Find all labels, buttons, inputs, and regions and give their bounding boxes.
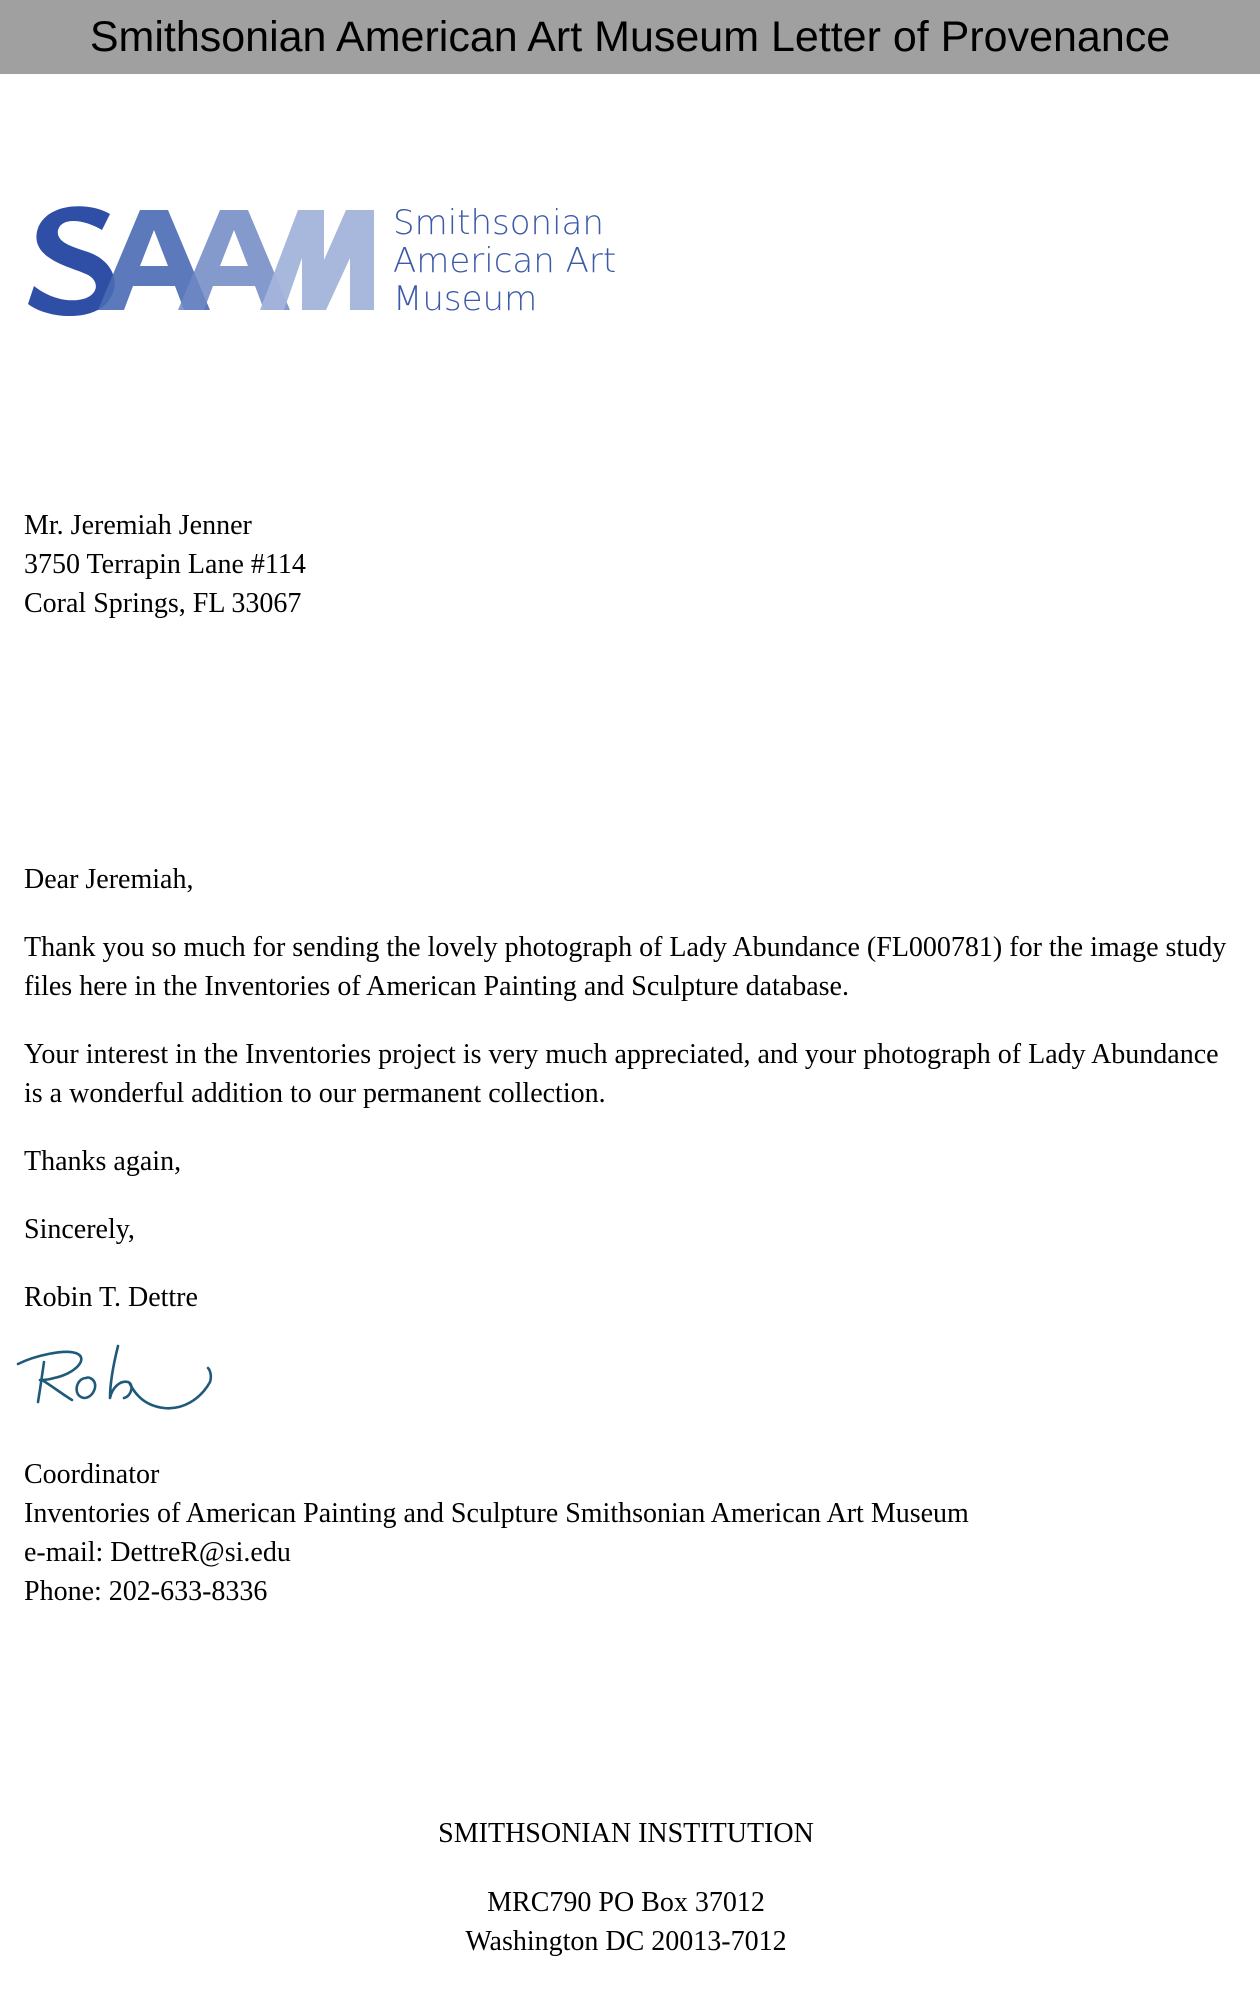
recipient-name: Mr. Jeremiah Jenner xyxy=(24,510,252,541)
logo-letter-m xyxy=(260,210,374,310)
signer-email[interactable]: e-mail: DettreR@si.edu xyxy=(24,1537,291,1568)
page-title-bar xyxy=(0,0,1260,74)
thanks-line: Thanks again, xyxy=(24,1146,182,1177)
logo-letter-s xyxy=(28,206,115,316)
closing-line: Sincerely, xyxy=(24,1214,135,1245)
logo-line: Museum xyxy=(393,279,538,319)
signer-details xyxy=(24,1455,969,1611)
logo-line: Smithsonian xyxy=(393,203,604,243)
paragraph-1: Thank you so much for sending the lovely photograph of Lady Abundance (FL000781) for the image study files here in the Inventories of American Painting and Sculpture database. xyxy=(24,932,1227,1002)
letter-body xyxy=(24,860,1244,1346)
signer-phone: Phone: 202-633-8336 xyxy=(24,1576,268,1607)
footer-institution: SMITHSONIAN INSTITUTION xyxy=(438,1818,814,1849)
signer-department: Inventories of American Painting and Sculpture Smithsonian American Art Museum xyxy=(24,1498,969,1529)
letter-footer xyxy=(0,1814,1252,1961)
paragraph-2: Your interest in the Inventories project is very much appreciated, and your photograph of Lady Abundance is a wonderful addition to our permanent collection. xyxy=(24,1039,1219,1109)
salutation: Dear Jeremiah, xyxy=(24,864,194,895)
handwritten-signature-icon xyxy=(14,1340,234,1420)
recipient-street: 3750 Terrapin Lane #114 xyxy=(24,549,306,580)
page-title: Smithsonian American Art Museum Letter of Provenance xyxy=(89,12,1171,61)
recipient-city: Coral Springs, FL 33067 xyxy=(24,588,302,619)
signer-name: Robin T. Dettre xyxy=(24,1282,198,1313)
footer-address-line-1: MRC790 PO Box 37012 xyxy=(487,1887,765,1918)
footer-address-line-2: Washington DC 20013-7012 xyxy=(465,1926,787,1957)
signer-title: Coordinator xyxy=(24,1459,160,1490)
recipient-address xyxy=(24,506,306,623)
logo-line: American Art xyxy=(393,241,617,281)
logo-wordmark xyxy=(393,204,616,318)
